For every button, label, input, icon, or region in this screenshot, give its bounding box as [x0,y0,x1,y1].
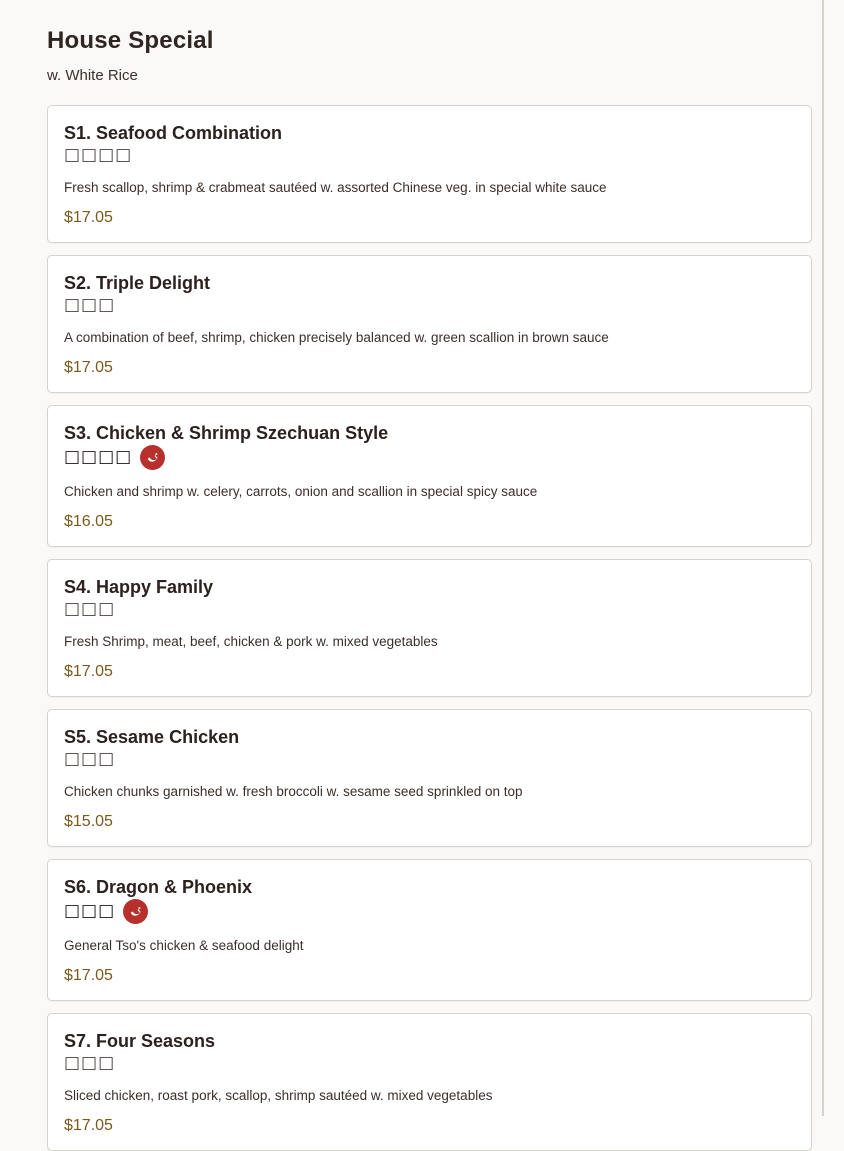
menu-item-name: S6. Dragon & Phoenix [64,877,253,897]
section-subtitle: w. White Rice [47,67,138,84]
chili-pepper-icon [123,899,148,924]
menu-item-price: $17.05 [64,967,113,984]
menu-item-card[interactable] [47,559,812,697]
menu-item-chinese-name: □□□ [64,1053,116,1073]
menu-item-card[interactable] [47,405,812,547]
menu-item-chinese-name: □□□ [64,901,116,921]
menu-item-chinese-row [64,294,795,316]
menu-item-chinese-name: □□□□ [64,145,133,165]
page-divider [822,0,824,1116]
menu-item-chinese-name: □□□□ [64,447,133,467]
menu-item-description: A combination of beef, shrimp, chicken precisely balanced w. green scallion in brown sauce [64,330,609,345]
menu-item-name: S7. Four Seasons [64,1031,216,1051]
menu-item-name: S4. Happy Family [64,577,214,597]
menu-item-chinese-name: □□□ [64,749,116,769]
menu-item-chinese-row [64,748,795,770]
menu-item-description: Fresh scallop, shrimp & crabmeat sautéed w. assorted Chinese veg. in special white sauce [64,180,607,195]
chili-pepper-icon [140,445,165,470]
menu-item-name: S3. Chicken & Shrimp Szechuan Style [64,423,389,443]
menu-item-price: $17.05 [64,359,113,376]
menu-item-chinese-row [64,444,795,470]
menu-item-price: $17.05 [64,209,113,226]
menu-item-name: S2. Triple Delight [64,273,211,293]
menu-item-price: $17.05 [64,663,113,680]
menu-item-price: $17.05 [64,1117,113,1134]
menu-item-card[interactable] [47,859,812,1001]
menu-item-description: Sliced chicken, roast pork, scallop, shrimp sautéed w. mixed vegetables [64,1088,493,1103]
menu-item-card[interactable] [47,1013,812,1151]
section-title: House Special [47,27,214,54]
menu-item-description: General Tso's chicken & seafood delight [64,938,304,953]
menu-item-description: Fresh Shrimp, meat, beef, chicken & pork w. mixed vegetables [64,634,438,649]
menu-item-description: Chicken chunks garnished w. fresh broccoli w. sesame seed sprinkled on top [64,784,523,799]
menu-item-name: S5. Sesame Chicken [64,727,240,747]
menu-item-name: S1. Seafood Combination [64,123,283,143]
menu-item-card[interactable] [47,105,812,243]
menu-item-card[interactable] [47,709,812,847]
menu-item-chinese-row [64,898,795,924]
menu-item-chinese-name: □□□ [64,295,116,315]
menu-item-price: $16.05 [64,513,113,530]
menu-item-list [47,105,812,1151]
menu-item-chinese-name: □□□ [64,599,116,619]
menu-item-card[interactable] [47,255,812,393]
menu-item-chinese-row [64,1052,795,1074]
menu-item-chinese-row [64,144,795,166]
menu-item-description: Chicken and shrimp w. celery, carrots, onion and scallion in special spicy sauce [64,484,538,499]
menu-item-chinese-row [64,598,795,620]
menu-item-price: $15.05 [64,813,113,830]
